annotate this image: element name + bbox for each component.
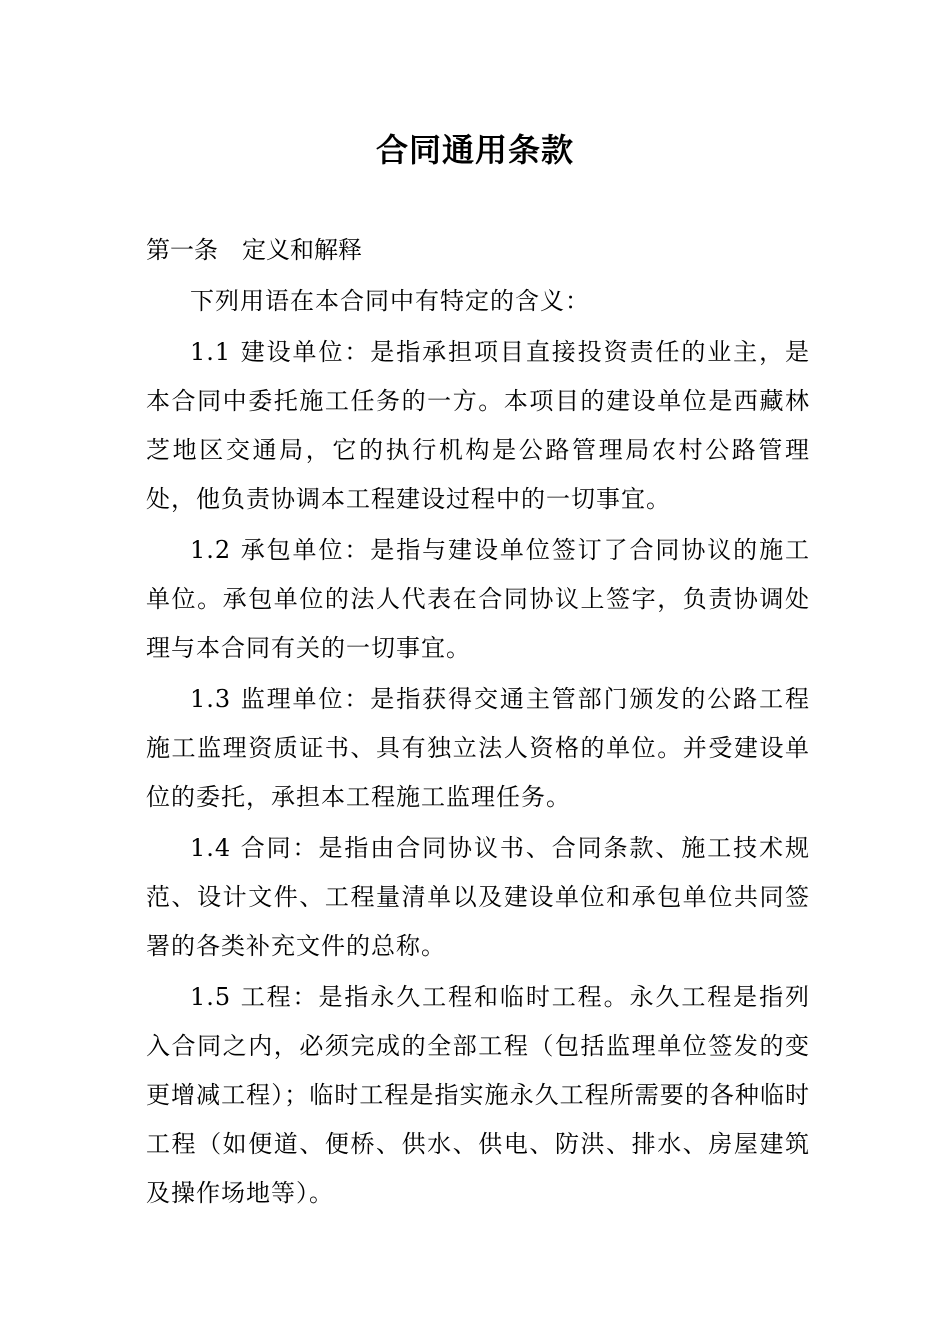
article-heading: 第一条 定义和解释 <box>146 236 362 264</box>
clause-1-4: 1.4 合同：是指由合同协议书、合同条款、施工技术规范、设计文件、工程量清单以及建设单位和承包单位共同签署的各类补充文件的总称。 <box>146 834 810 960</box>
article-intro: 下列用语在本合同中有特定的含义： <box>190 287 590 315</box>
clause-1-5: 1.5 工程：是指永久工程和临时工程。永久工程是指列入合同之内，必须完成的全部工程（包括监理单位签发的变更增减工程）；临时工程是指实施永久工程所需要的各种临时工程（如便道、便桥、供水、供电、防洪、排水、房屋建筑及操作场地等）。 <box>146 983 810 1207</box>
document-body <box>146 226 810 1220</box>
clause-1-2: 1.2 承包单位：是指与建设单位签订了合同协议的施工单位。承包单位的法人代表在合同协议上签字，负责协调处理与本合同有关的一切事宜。 <box>146 536 810 662</box>
clause-1-1: 1.1 建设单位：是指承担项目直接投资责任的业主，是本合同中委托施工任务的一方。本项目的建设单位是西藏林芝地区交通局，它的执行机构是公路管理局农村公路管理处，他负责协调本工程建设过程中的一切事宜。 <box>146 338 810 513</box>
clause-1-3: 1.3 监理单位：是指获得交通主管部门颁发的公路工程施工监理资质证书、具有独立法人资格的单位。并受建设单位的委托，承担本工程施工监理任务。 <box>146 685 810 811</box>
document-title: 合同通用条款 <box>375 131 574 169</box>
